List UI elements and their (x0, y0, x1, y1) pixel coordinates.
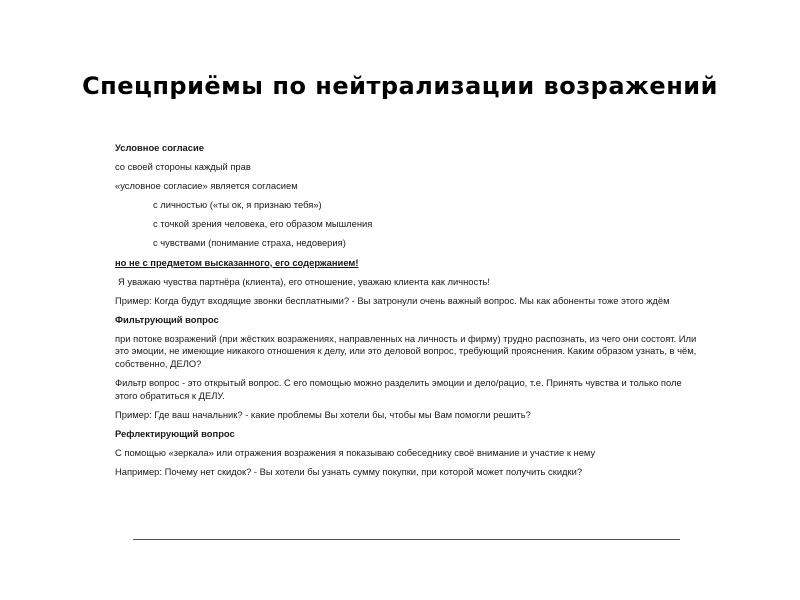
section-heading-reflective-question: Рефлектирующий вопрос (115, 427, 235, 439)
section-heading-filter-question: Фильтрующий вопрос (115, 313, 219, 325)
body-paragraph: Фильтр вопрос - это открытый вопрос. С его помощью можно разделить эмоции и дело/рацио, т.е. Принять чувства и только поле этого обратиться к ДЕЛУ. (115, 377, 682, 401)
slide-body (115, 142, 700, 485)
footer-divider (133, 539, 680, 540)
example-paragraph: Например: Почему нет скидок? - Вы хотели бы узнать сумму покупки, при которой может получить скидки? (115, 465, 583, 477)
body-paragraph: со своей стороны каждый прав (115, 161, 251, 173)
body-paragraph: при потоке возражений (при жёстких возражениях, направленных на личность и фирму) трудно распознать, из чего они состоят. Или это эмоции, не имеющие никакого отношения к делу, или это деловой вопрос, требующий прояснения. Каким образом узнать, в чём, собственно, ДЕЛО? (115, 332, 697, 369)
body-paragraph: «условное согласие» является согласием (115, 180, 298, 192)
indented-item: с чувствами (понимание страха, недоверия) (153, 237, 346, 249)
indented-item: с точкой зрения человека, его образом мышления (153, 218, 373, 230)
body-paragraph: Я уважаю чувства партнёра (клиента), его отношение, уважаю клиента как личность! (118, 275, 490, 287)
section-heading-conditional-agreement: Условное согласие (115, 142, 204, 153)
indented-item: с личностью («ты ок, я признаю тебя») (153, 199, 322, 211)
example-paragraph: Пример: Где ваш начальник? - какие проблемы Вы хотели бы, чтобы мы Вам помогли решить? (115, 408, 531, 420)
slide-title: Спецприёмы по нейтрализации возражений (82, 72, 718, 100)
emphasis-line: но не с предметом высказанного, его содержанием! (115, 256, 359, 268)
body-paragraph: С помощью «зеркала» или отражения возражения я показываю собеседнику своё внимание и участие к нему (115, 446, 596, 458)
example-paragraph: Пример: Когда будут входящие звонки бесплатными? - Вы затронули очень важный вопрос. Мы как абоненты тоже этого ждём (115, 294, 670, 306)
